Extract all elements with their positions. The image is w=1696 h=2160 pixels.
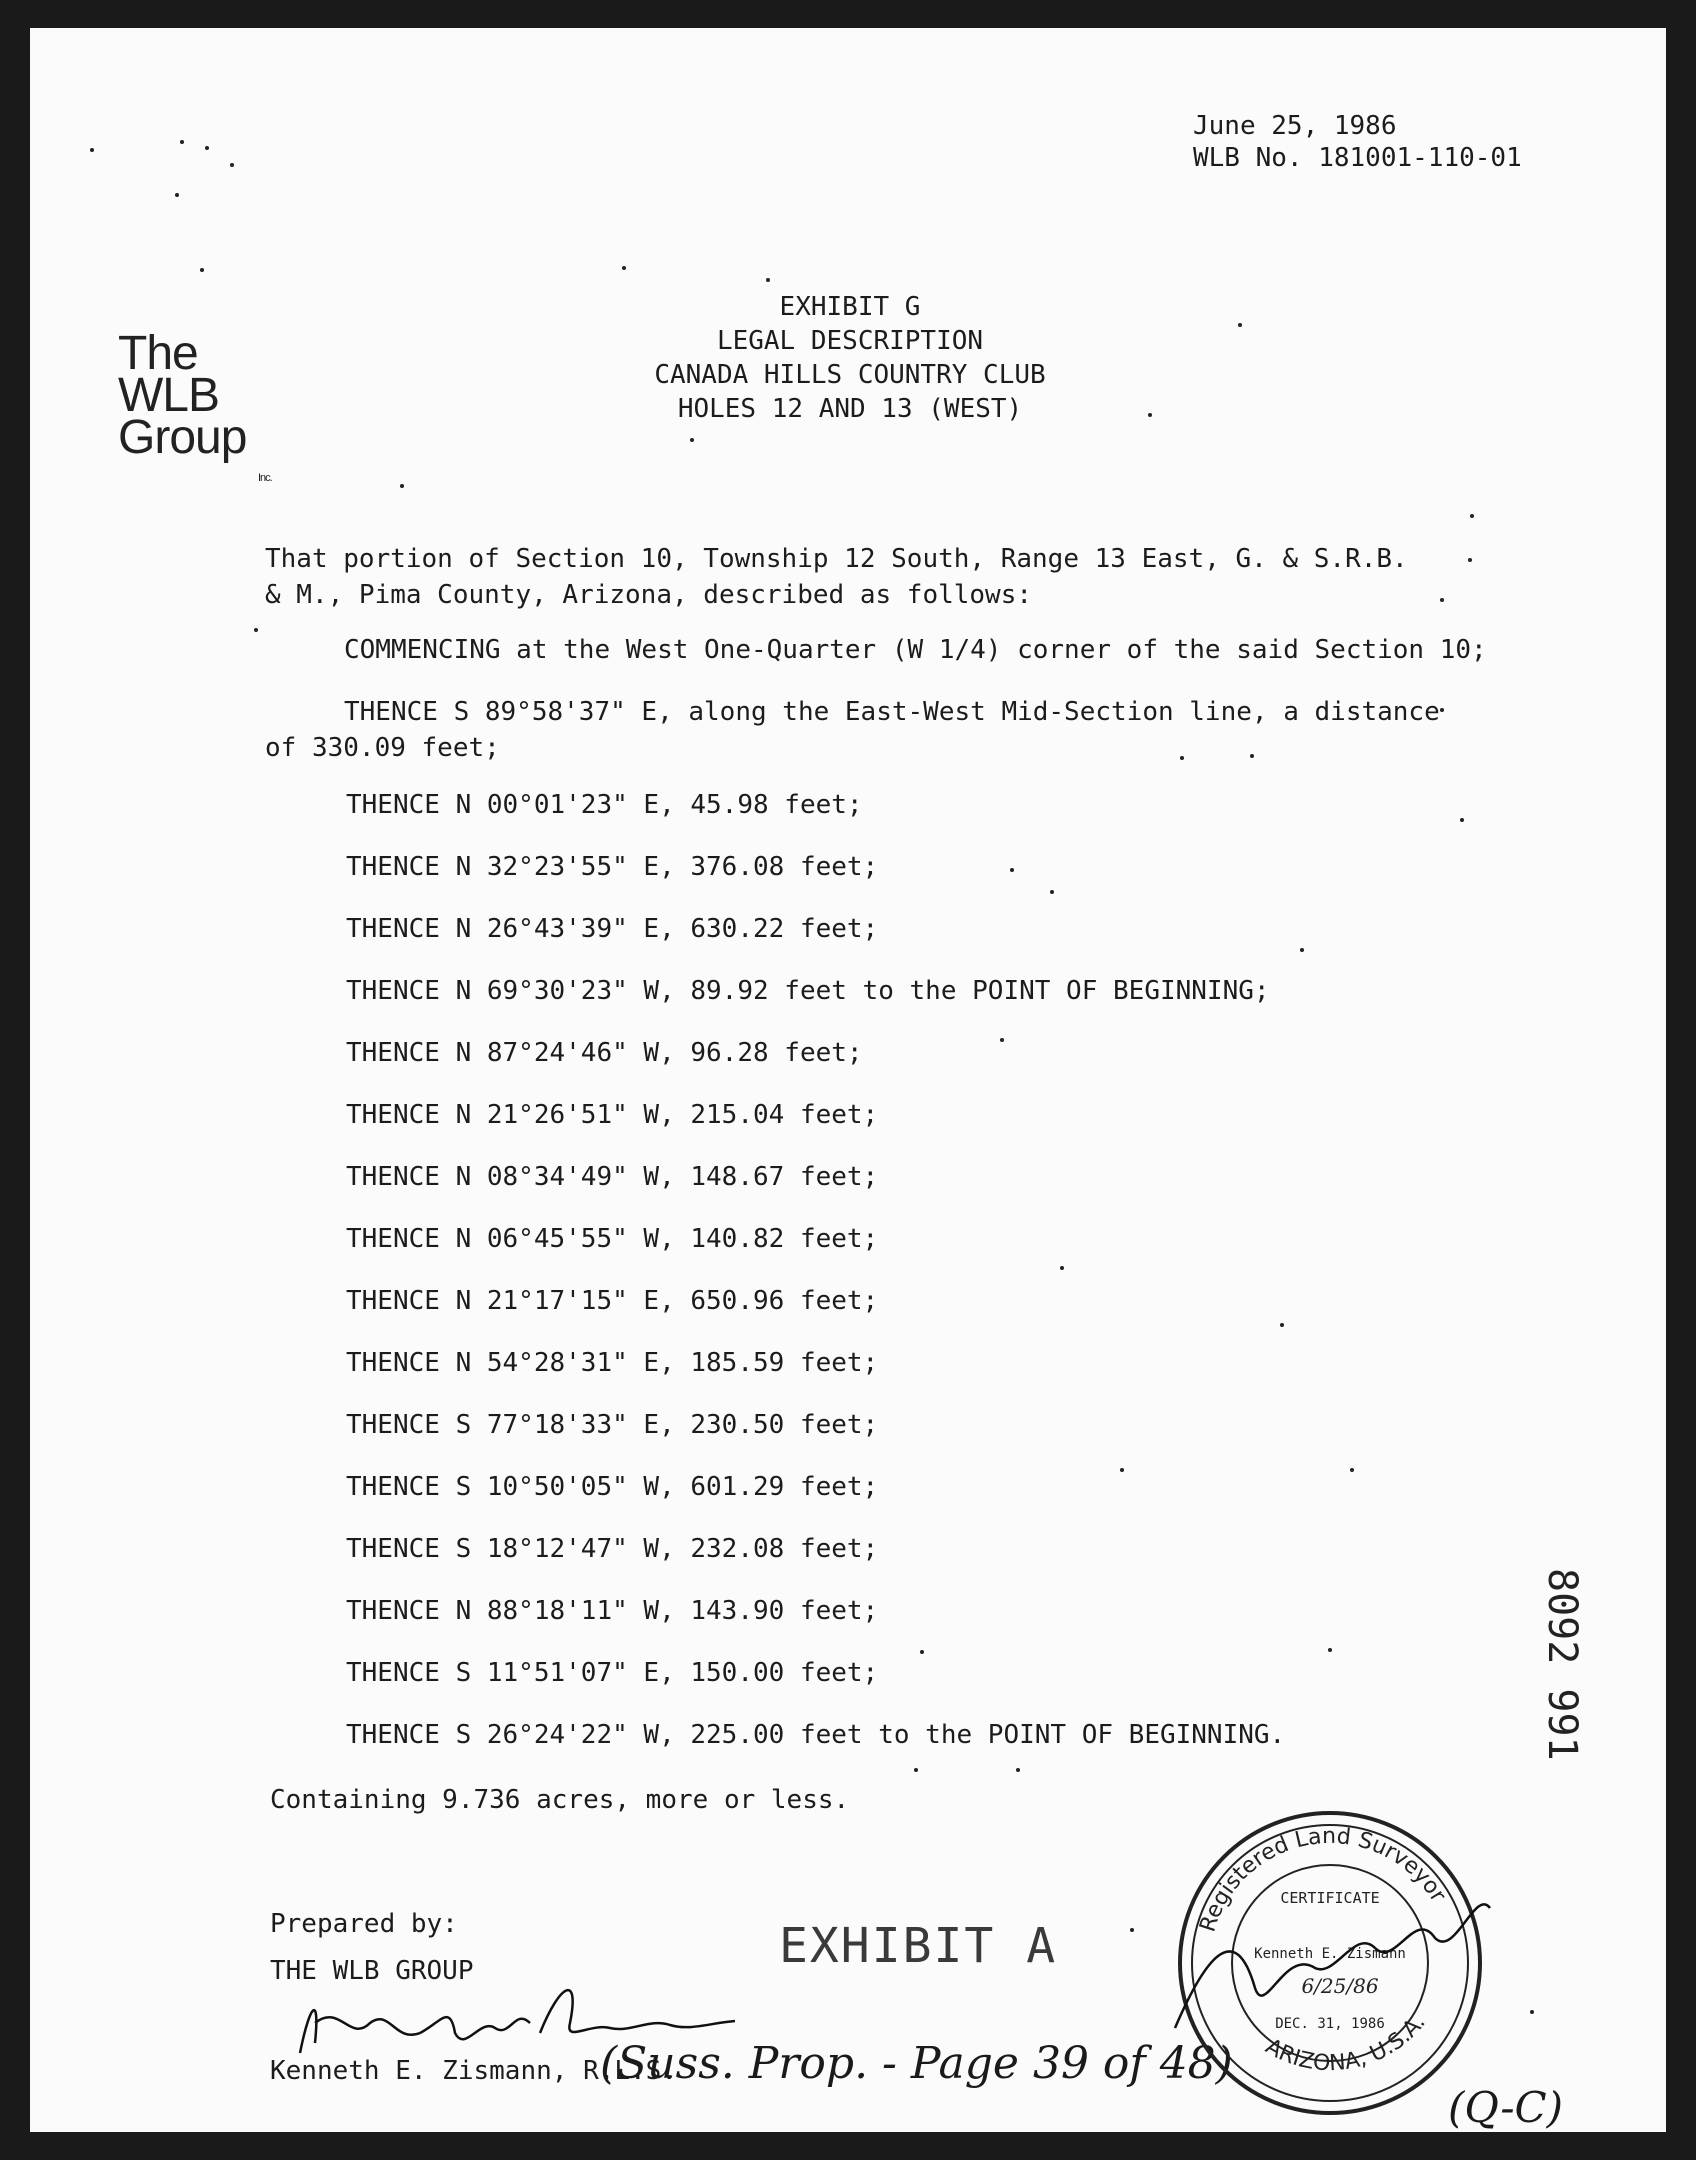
seal-name: Kenneth E. Zismann [1254, 1946, 1406, 1962]
course-line: THENCE S 26°24'22" W, 225.00 feet to the POINT OF BEGINNING. [346, 1720, 1286, 1750]
legal-description-title: LEGAL DESCRIPTION [716, 326, 984, 356]
handwritten-initials: (Q-C) [1448, 2083, 1564, 2132]
course-line: THENCE N 88°18'11" W, 143.90 feet; [346, 1596, 879, 1626]
document-date: June 25, 1986 [1193, 111, 1397, 141]
wlb-number: WLB No. 181001-110-01 [1193, 143, 1522, 173]
logo-line-3: Group [118, 411, 247, 464]
property-name: CANADA HILLS COUNTRY CLUB [654, 360, 1046, 390]
course-line: THENCE N 54°28'31" E, 185.59 feet; [346, 1348, 879, 1378]
course-line: THENCE N 00°01'23" E, 45.98 feet; [346, 790, 863, 820]
course-line: THENCE N 87°24'46" W, 96.28 feet; [346, 1038, 863, 1068]
course-line: THENCE N 69°30'23" W, 89.92 feet to the POINT OF BEGINNING; [346, 976, 1270, 1006]
side-document-number: 8092 991 [1539, 1568, 1585, 1761]
seal-bottom-text: ARIZONA, U.S.A. [1261, 2010, 1431, 2077]
course-line: THENCE N 21°26'51" W, 215.04 feet; [346, 1100, 879, 1130]
exhibit-title: EXHIBIT G [779, 292, 921, 322]
course-line: THENCE N 06°45'55" W, 140.82 feet; [346, 1224, 879, 1254]
seal-top-text: Registered Land Surveyor [1195, 1823, 1451, 1935]
company-name: THE WLB GROUP [270, 1956, 474, 1986]
exhibit-a-stamp: EXHIBIT A [779, 1918, 1058, 1974]
logo-inc: Inc. [258, 472, 272, 484]
commencing-line: COMMENCING at the West One-Quarter (W 1/4) corner of the said Section 10; [344, 635, 1487, 665]
surveyor-seal [1165, 1798, 1495, 2128]
prepared-by-label: Prepared by: [270, 1909, 458, 1939]
intro-line-2: & M., Pima County, Arizona, described as follows: [265, 580, 1033, 610]
intro-paragraph [265, 541, 1408, 613]
seal-certificate: CERTIFICATE [1280, 1889, 1380, 1907]
preparer-name: Kenneth E. Zismann, R.L.S. [270, 2056, 677, 2086]
first-course-line-1: THENCE S 89°58'37" E, along the East-West Mid-Section line, a distance [344, 697, 1440, 727]
seal-expiration: DEC. 31, 1986 [1275, 2016, 1385, 2032]
handwritten-page-note: (Suss. Prop. - Page 39 of 48) [600, 2038, 1233, 2089]
course-line: THENCE N 32°23'55" E, 376.08 feet; [346, 852, 879, 882]
logo-line-2: WLB [118, 369, 220, 422]
first-course-line-2: of 330.09 feet; [265, 733, 500, 763]
wlb-logo [118, 327, 272, 484]
svg-text:Registered Land Surveyor [1195, 1824, 1450, 1935]
course-line: THENCE S 77°18'33" E, 230.50 feet; [346, 1410, 879, 1440]
logo-line-1: The [118, 327, 198, 380]
course-line: THENCE S 11°51'07" E, 150.00 feet; [346, 1658, 879, 1688]
intro-line-1: That portion of Section 10, Township 12 South, Range 13 East, G. & S.R.B. [265, 544, 1408, 574]
course-line: THENCE N 08°34'49" W, 148.67 feet; [346, 1162, 879, 1192]
title-block [590, 290, 1110, 426]
seal-date: 6/25/86 [1301, 1974, 1379, 1998]
course-line: THENCE N 21°17'15" E, 650.96 feet; [346, 1286, 879, 1316]
holes-subtitle: HOLES 12 AND 13 (WEST) [677, 394, 1023, 424]
course-line: THENCE S 18°12'47" W, 232.08 feet; [346, 1534, 879, 1564]
containing-acres: Containing 9.736 acres, more or less. [270, 1785, 850, 1815]
course-line: THENCE N 26°43'39" E, 630.22 feet; [346, 914, 879, 944]
date-block [1193, 110, 1522, 174]
document-page [30, 28, 1666, 2132]
course-line: THENCE S 10°50'05" W, 601.29 feet; [346, 1472, 879, 1502]
